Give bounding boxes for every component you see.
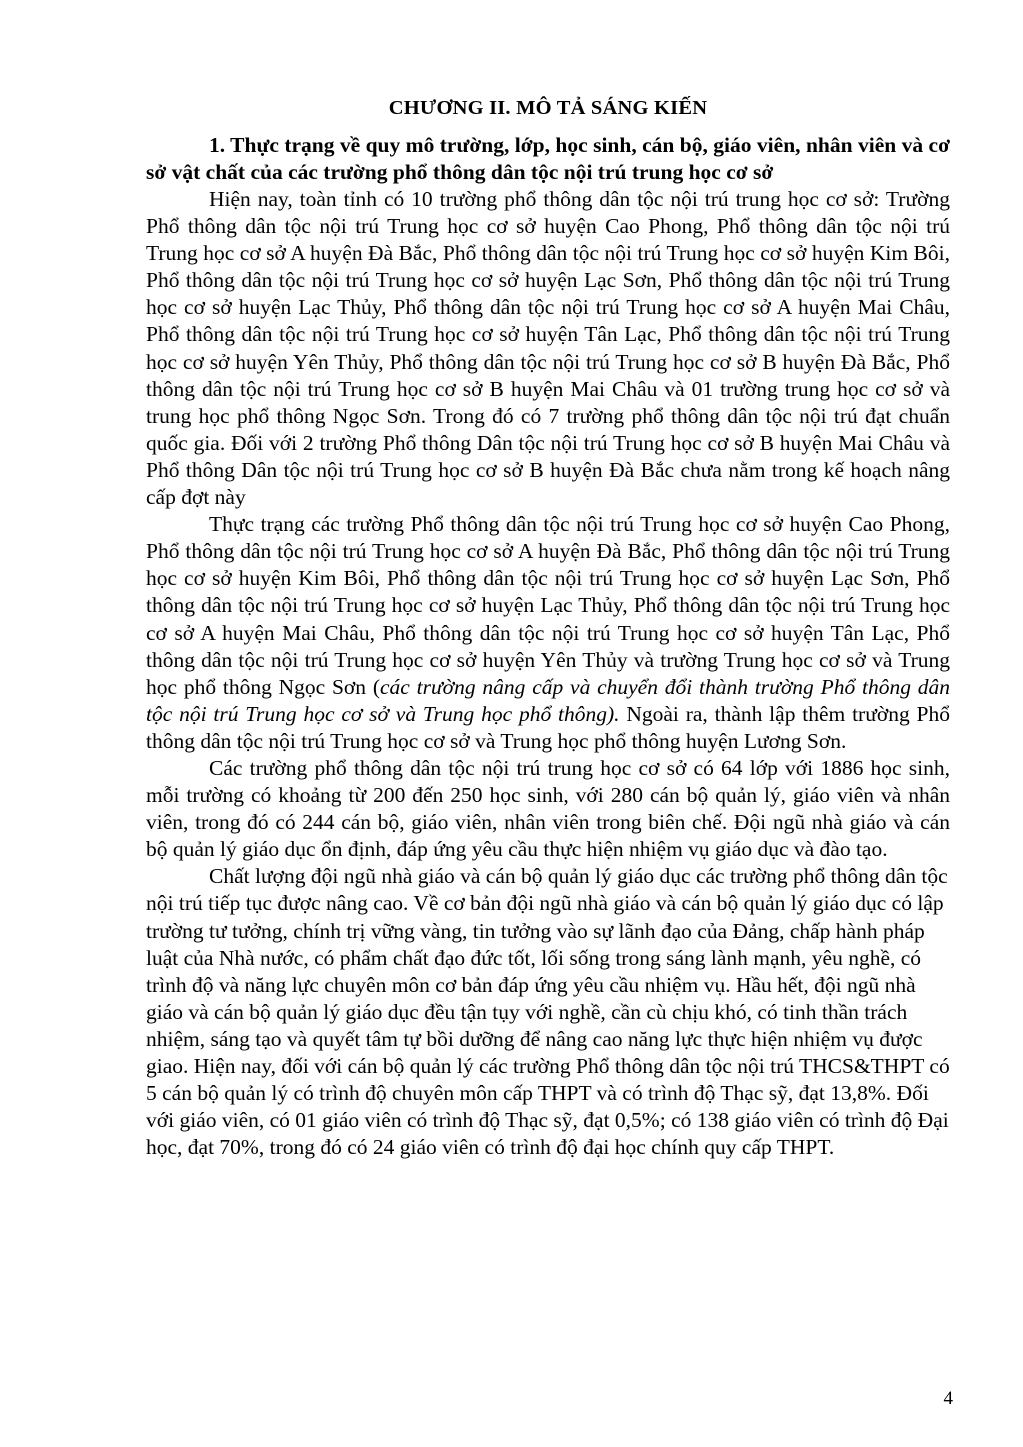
paragraph-1: Hiện nay, toàn tỉnh có 10 trường phổ thông dân tộc nội trú trung học cơ sở: Trường Phổ thông dân tộc nội trú Trung học cơ sở huyện Cao Phong, Phổ thông dân tộc nội trú Trung học cơ sở A huyện Đà Bắc, Phổ thông dân tộc nội trú Trung học cơ sở huyện Kim Bôi, Phổ thông dân tộc nội trú Trung học cơ sở huyện Lạc Sơn, Phổ thông dân tộc nội trú Trung học cơ sở huyện Lạc Thủy, Phổ thông dân tộc nội trú Trung học cơ sở A huyện Mai Châu, Phổ thông dân tộc nội trú Trung học cơ sở huyện Tân Lạc, Phổ thông dân tộc nội trú Trung học cơ sở huyện Yên Thủy, Phổ thông dân tộc nội trú Trung học cơ sở B huyện Đà Bắc, Phổ thông dân tộc nội trú Trung học cơ sở B huyện Mai Châu và 01 trường trung học cơ sở và trung học phổ thông Ngọc Sơn. Trong đó có 7 trường phổ thông dân tộc nội trú đạt chuẩn quốc gia. Đối với 2 trường Phổ thông Dân tộc nội trú Trung học cơ sở B huyện Mai Châu và Phổ thông Dân tộc nội trú Trung học cơ sở B huyện Đà Bắc chưa nằm trong kế hoạch nâng cấp đợt này: [146, 187, 950, 510]
page-number: 4: [943, 1388, 953, 1409]
paragraph-2: [146, 511, 950, 755]
paragraph-3: Các trường phổ thông dân tộc nội trú trung học cơ sở có 64 lớp với 1886 học sinh, mỗi trường có khoảng từ 200 đến 250 học sinh, với 280 cán bộ quản lý, giáo viên và nhân viên, trong đó có 244 cán bộ, giáo viên, nhân viên trong biên chế. Đội ngũ nhà giáo và cán bộ quản lý giáo dục ổn định, đáp ứng yêu cầu thực hiện nhiệm vụ giáo dục và đào tạo.: [146, 755, 950, 862]
paragraph-2-text-a: Thực trạng các trường Phổ thông dân tộc nội trú Trung học cơ sở huyện Cao Phong, Phổ thông dân tộc nội trú Trung học cơ sở A huyện Đà Bắc, Phổ thông dân tộc nội trú Trung học cơ sở huyện Kim Bôi, Phổ thông dân tộc nội trú Trung học cơ sở huyện Lạc Sơn, Phổ thông dân tộc nội trú Trung học cơ sở huyện Lạc Thủy, Phổ thông dân tộc nội trú Trung học cơ sở A huyện Mai Châu, Phổ thông dân tộc nội trú Trung học cơ sở huyện Tân Lạc, Phổ thông dân tộc nội trú Trung học cơ sở huyện Yên Thủy và trường Trung học cơ sở và Trung học phổ thông Ngọc Sơn (: [146, 512, 950, 699]
paragraph-2-italic: các trường nâng cấp và chuyển đổi thành trường Phổ thông dân tộc nội trú Trung học cơ sở và Trung học phổ thông).: [146, 674, 951, 726]
paragraph-4: Chất lượng đội ngũ nhà giáo và cán bộ quản lý giáo dục các trường phổ thông dân tộc nội trú tiếp tục được nâng cao. Về cơ bản đội ngũ nhà giáo và cán bộ quản lý giáo dục có lập trường tư tưởng, chính trị vững vàng, tin tưởng vào sự lãnh đạo của Đảng, chấp hành pháp luật của Nhà nước, có phẩm chất đạo đức tốt, lối sống trong sáng lành mạnh, yêu nghề, có trình độ và năng lực chuyên môn cơ bản đáp ứng yêu cầu nhiệm vụ. Hầu hết, đội ngũ nhà giáo và cán bộ quản lý giáo dục đều tận tụy với nghề, cần cù chịu khó, có tinh thần trách nhiệm, sáng tạo và quyết tâm tự bồi dưỡng để nâng cao năng lực thực hiện nhiệm vụ được giao. Hiện nay, đối với cán bộ quản lý các trường Phổ thông dân tộc nội trú THCS&THPT có 5 cán bộ quản lý có trình độ chuyên môn cấp THPT và có trình độ Thạc sỹ, đạt 13,8%. Đối với giáo viên, có 01 giáo viên có trình độ Thạc sỹ, đạt 0,5%; có 138 giáo viên có trình độ Đại học, đạt 70%, trong đó có 24 giáo viên có trình độ đại học chính quy cấp THPT.: [146, 864, 950, 1160]
page-content: [146, 94, 950, 1161]
chapter-title: CHƯƠNG II. MÔ TẢ SÁNG KIẾN: [388, 97, 708, 119]
paragraph-2-text-b: Ngoài ra, thành lập thêm trường Phổ thông dân tộc nội trú Trung học cơ sở và Trung học phổ thông huyện Lương Sơn.: [146, 701, 950, 753]
section-heading: 1. Thực trạng về quy mô trường, lớp, học sinh, cán bộ, giáo viên, nhân viên và cơ sở vật chất của các trường phổ thông dân tộc nội trú trung học cơ sở: [146, 133, 950, 184]
